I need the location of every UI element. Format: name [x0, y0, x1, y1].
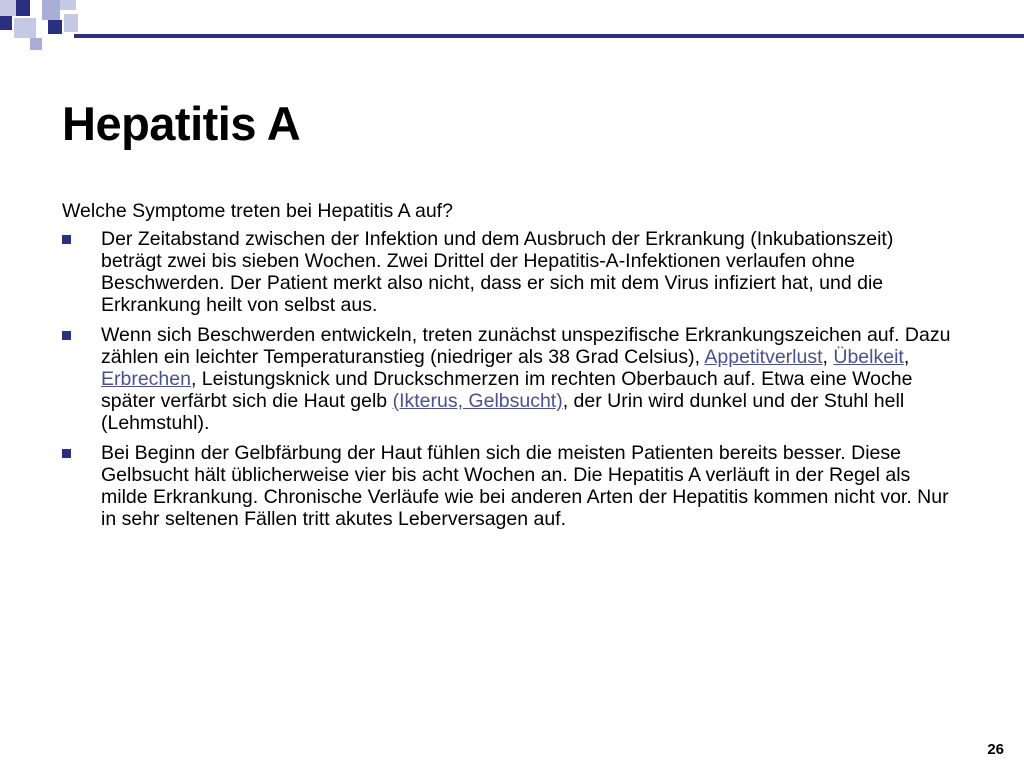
square-bullet-icon — [62, 449, 71, 458]
bullet-item — [62, 324, 952, 434]
header-decoration — [0, 0, 1024, 50]
link-uebelkeit[interactable]: Übelkeit — [833, 346, 904, 368]
slide-title: Hepatitis A — [62, 97, 301, 150]
decor-square — [0, 0, 16, 16]
bullet-item — [62, 442, 952, 530]
decor-square — [64, 14, 78, 32]
bullet-text: Bei Beginn der Gelbfärbung der Haut fühlen sich die meisten Patienten bereits besser. Diese Gelbsucht hält üblicherweise vier bis acht Wochen an. Die Hepatitis A verläuft in der Regel als milde Erkrankung. Chronische Verläufe wie bei anderen Arten der Hepatitis kommen nicht vor. Nur in sehr seltenen Fällen tritt akutes Leberversagen auf. — [101, 442, 949, 530]
page-number: 26 — [987, 741, 1004, 758]
decor-square — [48, 20, 62, 34]
bullet-text: Der Zeitabstand zwischen der Infektion und dem Ausbruch der Erkrankung (Inkubationszeit) beträgt zwei bis sieben Wochen. Zwei Drittel der Hepatitis-A-Infektionen verlaufen ohne Beschwerden. Der Patient merkt also nicht, dass er sich mit dem Virus infiziert hat, und die Erkrankung heilt von selbst aus. — [101, 228, 894, 316]
link-ikterus[interactable]: (Ikterus, Gelbsucht) — [392, 390, 563, 412]
bullet-item — [62, 228, 952, 316]
bullet-text: , — [822, 346, 834, 368]
bullet-text: , — [903, 346, 910, 368]
decor-square — [30, 38, 42, 50]
link-erbrechen[interactable]: Erbrechen — [101, 368, 191, 390]
square-bullet-icon — [62, 331, 71, 340]
bullet-text: , der Urin wird dunkel und der Stuhl hell (Lehmstuhl). — [101, 390, 905, 434]
decor-square — [60, 0, 76, 10]
slide-body — [62, 200, 952, 538]
square-bullet-icon — [62, 235, 71, 244]
decor-square — [0, 16, 12, 30]
bullet-list — [62, 228, 952, 530]
decor-square — [14, 18, 36, 38]
header-rule — [74, 34, 1024, 38]
decor-square — [42, 0, 60, 20]
link-appetitverlust[interactable]: Appetitverlust — [704, 346, 823, 368]
intro-question: Welche Symptome treten bei Hepatitis A auf? — [62, 200, 453, 222]
bullet-text: , Leistungsknick und Druckschmerzen im rechten Oberbauch auf. Etwa eine Woche später verfärbt sich die Haut gelb — [101, 368, 913, 412]
bullet-text: Wenn sich Beschwerden entwickeln, treten zunächst unspezifische Erkrankungszeichen auf. Dazu zählen ein leichter Temperaturanstieg (niedriger als 38 Grad Celsius), — [101, 324, 951, 368]
decor-square — [16, 0, 30, 16]
